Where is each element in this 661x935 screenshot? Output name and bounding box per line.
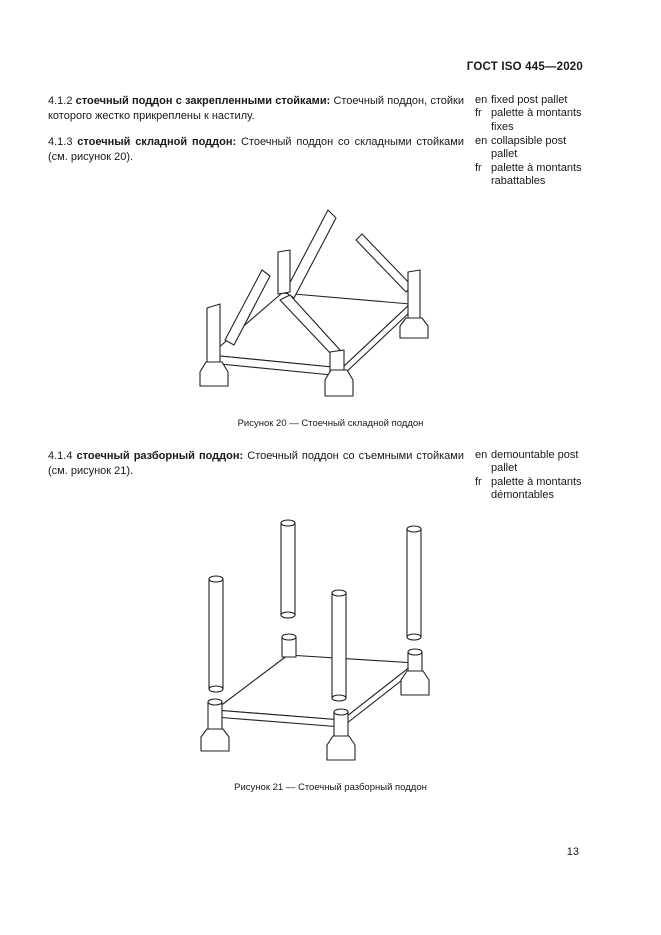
corner-post <box>408 270 420 322</box>
folding-post <box>356 234 412 292</box>
lang-code-en: en <box>475 94 488 106</box>
post-top <box>332 590 346 596</box>
post-bottom <box>209 686 223 692</box>
removable-post <box>209 579 223 689</box>
entry-term: стоечный складной поддон: <box>77 136 237 148</box>
entry-4-1-4 <box>48 449 464 478</box>
term-fr: palette à montants <box>491 475 582 488</box>
figure-20-caption: Рисунок 20 — Стоечный складной поддон <box>237 418 424 429</box>
entry-4-1-2 <box>48 94 464 123</box>
post-bottom <box>407 634 421 640</box>
terms-4-1-3 <box>475 135 605 189</box>
lang-code-fr: fr <box>475 475 482 488</box>
figure-21-demountable-pallet <box>0 515 661 765</box>
removable-post <box>332 593 346 698</box>
post-socket <box>334 712 348 737</box>
post-foot <box>401 671 429 695</box>
socket-top <box>282 634 296 640</box>
term-fr: palette à montants <box>491 107 582 120</box>
entry-definition: Стоечный поддон со складными стойками (см. рисунок 20). <box>48 136 465 163</box>
figure-21-caption: Рисунок 21 — Стоечный разборный поддон <box>234 782 427 793</box>
post-bottom <box>332 695 346 701</box>
entry-term: стоечный разборный поддон: <box>76 450 244 462</box>
post-foot <box>325 370 353 396</box>
post-top <box>407 526 421 532</box>
page-number: 13 <box>566 846 579 858</box>
socket-top <box>408 649 422 655</box>
lang-code-fr: fr <box>475 161 482 174</box>
post-bottom <box>281 612 295 618</box>
post-foot <box>200 362 228 386</box>
term-en: fixed post pallet <box>491 94 568 106</box>
lang-code-en: en <box>475 449 488 461</box>
entry-definition: Стоечный поддон со съемными стойками (см. рисунок 21). <box>48 450 464 477</box>
lang-code-en: en <box>475 135 488 147</box>
removable-post <box>407 529 421 637</box>
socket-top <box>208 699 222 705</box>
term-fr: palette à montants <box>491 161 582 174</box>
post-foot <box>201 729 229 751</box>
term-en: pallet <box>491 148 518 161</box>
entry-number: 4.1.4 <box>48 450 73 462</box>
post-top <box>209 576 223 582</box>
entry-number: 4.1.3 <box>48 136 73 148</box>
post-socket <box>208 702 222 730</box>
corner-post <box>278 250 290 294</box>
entry-number: 4.1.2 <box>48 95 73 107</box>
socket-top <box>334 709 348 715</box>
document-header: ГОСТ ISO 445—2020 <box>466 61 583 73</box>
entry-4-1-3 <box>48 135 464 164</box>
post-top <box>281 520 295 526</box>
entry-term: стоечный поддон с закрепленными стойками: <box>75 95 331 107</box>
term-fr: rabattables <box>491 175 546 188</box>
term-en: demountable post <box>491 449 579 461</box>
removable-post <box>281 523 295 615</box>
term-en: collapsible post <box>491 135 567 147</box>
post-foot <box>327 736 355 760</box>
folding-post <box>285 210 336 298</box>
entry-definition: Стоечный поддон, стойки которого жестко прикреплены к настилу. <box>48 95 464 122</box>
terms-4-1-2 <box>475 94 605 134</box>
post-foot <box>400 318 428 338</box>
terms-4-1-4 <box>475 449 605 503</box>
figure-20-collapsible-pallet <box>0 200 661 400</box>
term-fr: démontables <box>491 489 554 502</box>
term-en: pallet <box>491 462 518 475</box>
term-fr: fixes <box>491 120 514 133</box>
lang-code-fr: fr <box>475 107 482 120</box>
